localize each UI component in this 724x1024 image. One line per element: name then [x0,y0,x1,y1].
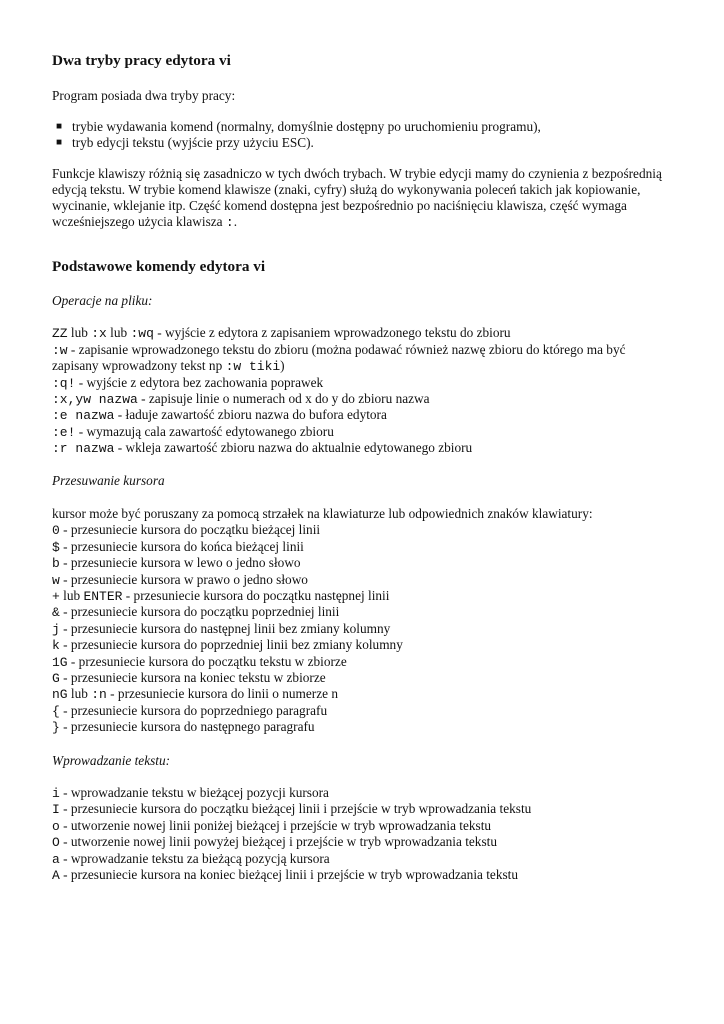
command-line: i - wprowadzanie tekstu w bieżącej pozycji kursora [52,785,329,801]
command-line: { - przesuniecie kursora do poprzedniego paragrafu [52,703,328,719]
command-line: :r nazwa - wkleja zawartość zbioru nazwa do aktualnie edytowanego zbioru [52,440,473,456]
command-line: $ - przesuniecie kursora do końca bieżącej linii [52,539,304,555]
command-line: w - przesuniecie kursora w prawo o jedno słowo [52,572,308,588]
paragraph-line: Funkcje klawiszy różnią się zasadniczo w tych dwóch trybach. W trybie edycji mamy do czynienia z bezpośrednią [52,166,662,181]
command-line: ZZ lub :x lub :wq - wyjście z edytora z zapisaniem wprowadzonego tekstu do zbioru [52,325,511,341]
command-line: zapisany wprowadzony tekst np :w tiki) [52,358,285,374]
command-line: } - przesuniecie kursora do następnego paragrafu [52,719,315,735]
bullet-icon: ■ [56,137,63,148]
command-line: j - przesuniecie kursora do następnej linii bez zmiany kolumny [52,621,391,637]
command-line: :e! - wymazują cala zawartość edytowanego zbioru [52,424,334,440]
intro-text: Program posiada dwa tryby pracy: [52,88,236,103]
command-line: O - utworzenie nowej linii powyżej bieżącej i przejście w tryb wprowadzania tekstu [52,834,497,850]
paragraph-line: wcześniejszego użycia klawisza :. [52,214,238,230]
command-line: :e nazwa - ładuje zawartość zbioru nazwa do bufora edytora [52,407,387,423]
command-line: G - przesuniecie kursora na koniec tekstu w zbiorze [52,670,326,686]
command-line: b - przesuniecie kursora w lewo o jedno słowo [52,555,301,571]
command-line: I - przesuniecie kursora do początku bieżącej linii i przejście w tryb wprowadzania tekstu [52,801,532,817]
list-item: tryb edycji tekstu (wyjście przy użyciu ESC). [72,135,314,150]
bullet-icon: ■ [56,121,63,132]
subheading-file-ops: Operacje na pliku: [52,293,153,308]
command-line: a - wprowadzanie tekstu za bieżącą pozycją kursora [52,851,330,867]
subheading-insert: Wprowadzanie tekstu: [52,753,171,768]
command-line: nG lub :n - przesuniecie kursora do linii o numerze n [52,686,338,702]
paragraph-line: wycinanie, wklejanie itp. Część komend dostępna jest bezpośrednio po naciśnięciu klawisza, część wymaga [52,198,627,213]
section-heading-modes: Dwa tryby pracy edytora vi [52,52,231,69]
command-line: + lub ENTER - przesuniecie kursora do początku następnej linii [52,588,390,604]
command-line: k - przesuniecie kursora do poprzedniej linii bez zmiany kolumny [52,637,403,653]
subheading-cursor: Przesuwanie kursora [52,473,165,488]
section-heading-commands: Podstawowe komendy edytora vi [52,258,266,275]
paragraph-line: edycją tekstu. W trybie komend klawisze (znaki, cyfry) służą do wykonywania poleceń takich jak kopiowanie, [52,182,641,197]
command-line: :w - zapisanie wprowadzonego tekstu do zbioru (można podawać również nazwę zbioru do którego ma być [52,342,626,358]
command-line: 1G - przesuniecie kursora do początku tekstu w zbiorze [52,654,347,670]
command-line: 0 - przesuniecie kursora do początku bieżącej linii [52,522,321,538]
command-line: :x,yw nazwa - zapisuje linie o numerach od x do y do zbioru nazwa [52,391,430,407]
key-code: : [225,215,234,230]
list-item: trybie wydawania komend (normalny, domyślnie dostępny po uruchomieniu programu), [72,119,541,134]
command-line: & - przesuniecie kursora do początku poprzedniej linii [52,604,340,620]
command-line: o - utworzenie nowej linii poniżej bieżącej i przejście w tryb wprowadzania tekstu [52,818,492,834]
command-line: :q! - wyjście z edytora bez zachowania poprawek [52,375,324,391]
cursor-intro: kursor może być poruszany za pomocą strzałek na klawiaturze lub odpowiednich znaków klawiatury: [52,506,593,521]
command-line: A - przesuniecie kursora na koniec bieżącej linii i przejście w tryb wprowadzania tekstu [52,867,518,883]
